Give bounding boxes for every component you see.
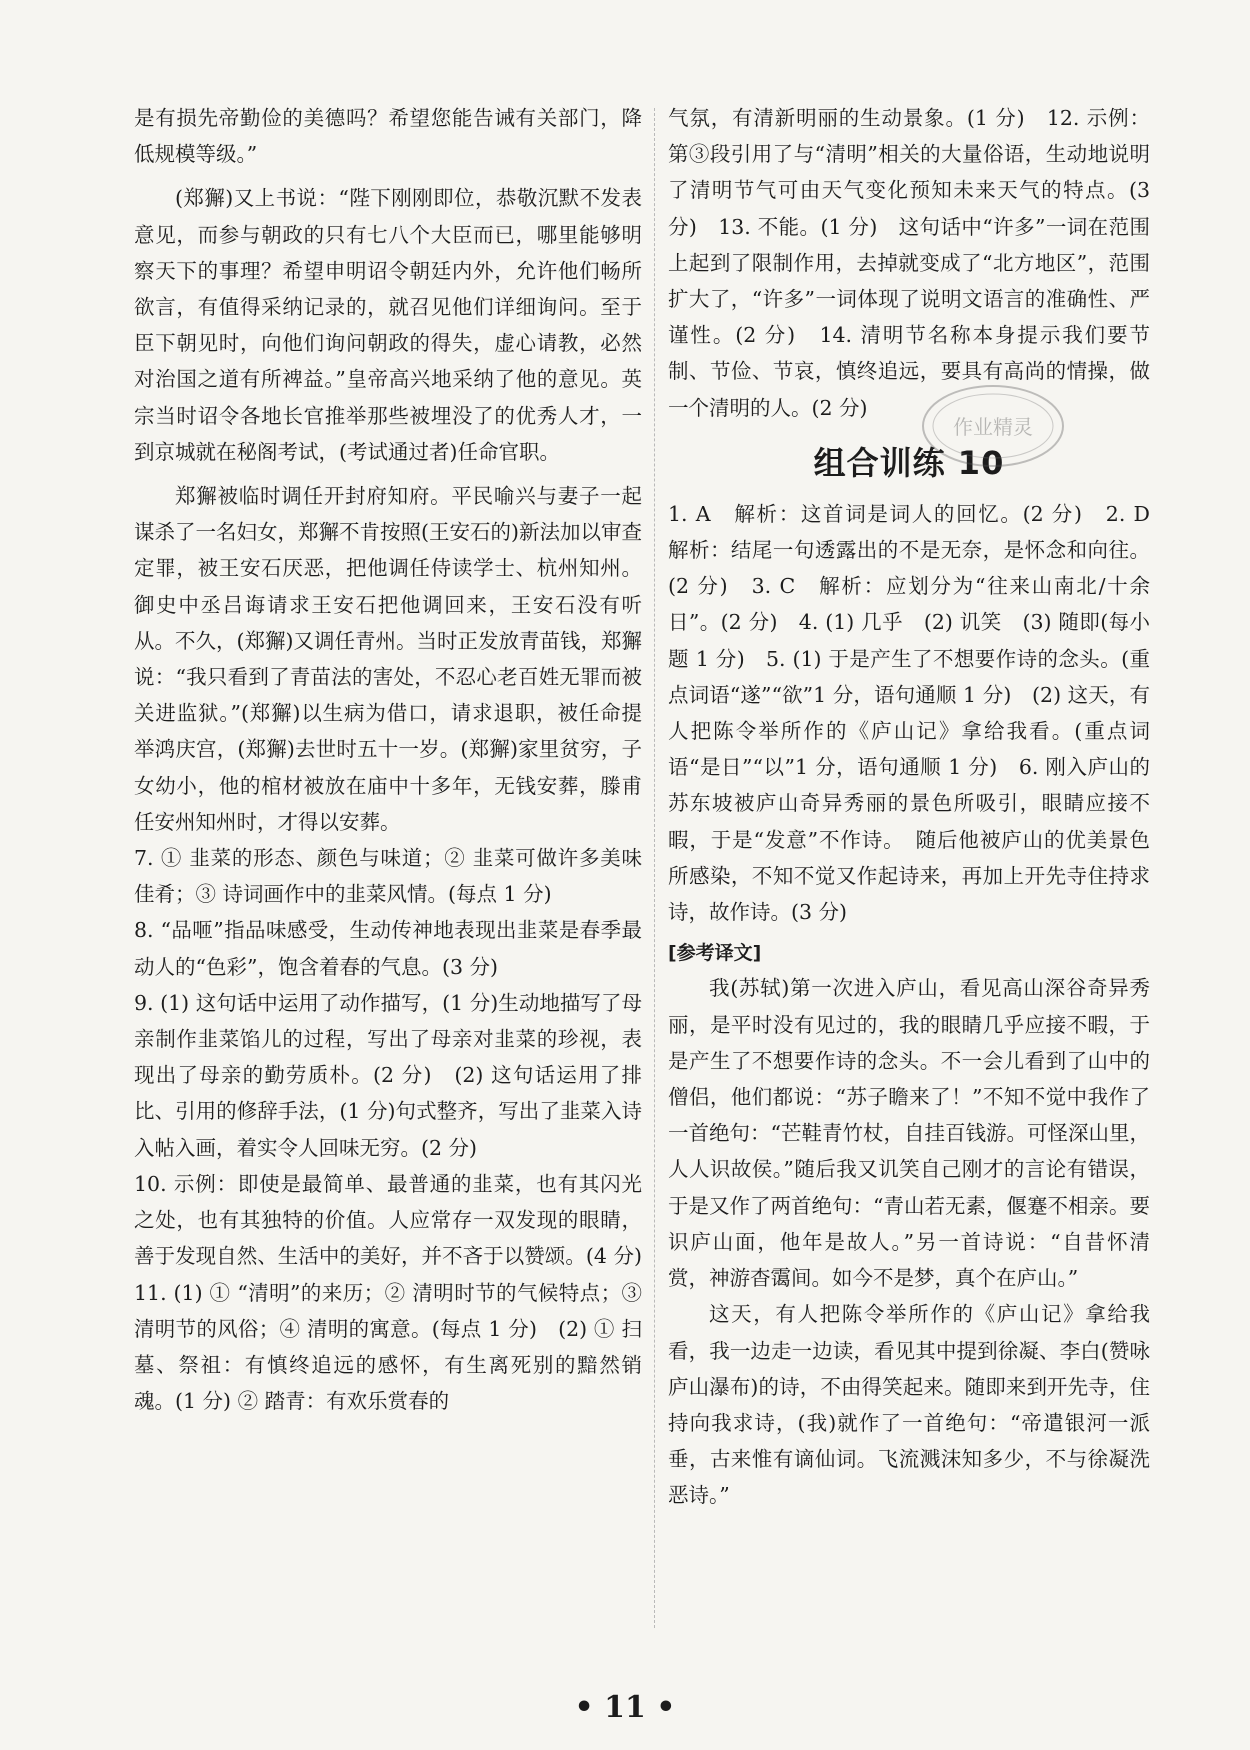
paragraph: (郑獬)又上书说：“陛下刚刚即位，恭敬沉默不发表意见，而参与朝政的只有七八个大臣而已，哪里能够明察天下的事理？希望申明诏令朝廷内外，允许他们畅所欲言，有值得采纳记录的，就召见他们详细询问。至于臣下朝见时，向他们询问朝政的得失，虚心请教，必然对治国之道有所裨益。”皇帝高兴地采纳了他的意见。英宗当时诏令各地长官推举那些被埋没了的优秀人才，一到京城就在秘阁考试，(考试通过者)任命官职。 — [134, 186, 642, 464]
stamp-text: 作业精灵 — [953, 415, 1033, 439]
page-number: • 11 • — [574, 1690, 676, 1725]
paragraph: 是有损先帝勤俭的美德吗？希望您能告诫有关部门，降低规模等级。” — [134, 106, 642, 167]
right-column — [668, 100, 1171, 1514]
answer-item: 8. “品咂”指品味感受，生动传神地表现出韭菜是春季最动人的“色彩”，饱含着春的气息。(3 分) — [134, 918, 642, 979]
stamp-logo — [918, 380, 1068, 475]
left-column — [134, 100, 663, 1419]
answer-item: 7. ① 韭菜的形态、颜色与味道；② 韭菜可做许多美味佳肴；③ 诗词画作中的韭菜风情。(每点 1 分) — [134, 846, 642, 907]
paragraph: 郑獬被临时调任开封府知府。平民喻兴与妻子一起谋杀了一名妇女，郑獬不肯按照(王安石的)新法加以审查定罪，被王安石厌恶，把他调任侍读学士、杭州知州。御史中丞吕诲请求王安石把他调回来，王安石没有听从。不久，(郑獬)又调任青州。当时正发放青苗钱，郑獬说：“我只看到了青苗法的害处，不忍心老百姓无罪而被关进监狱。”(郑獬)以生病为借口，请求退职，被任命提举鸿庆宫，(郑獬)去世时五十一岁。(郑獬)家里贫穷，子女幼小，他的棺材被放在庙中十多年，无钱安葬，滕甫任安州知州时，才得以安葬。 — [134, 484, 642, 834]
column-divider — [654, 108, 655, 1628]
reference-translation-label: [参考译文] — [668, 942, 762, 965]
answer-item: 1. A 解析：这首词是词人的回忆。(2 分) 2. D 解析：结尾一句透露出的不是无奈，是怀念和向往。(2 分) 3. C 解析：应划分为“往来山南北/十余日”。(2 分) 4. (1) 几乎 (2) 讥笑 (3) 随即(每小题 1 分) 5. (1) 于是产生了不想要作诗的念头。(重点词语“遂”“欲”1 分，语句通顺 1 分) (2) 这天，有人把陈令举所作的《庐山记》拿给我看。(重点词语“是日”“以”1 分，语句通顺 1 分) 6. 刚入庐山的苏东坡被庐山奇异秀丽的景色所吸引，眼睛应接不暇，于是“发意”不作诗。 随后他被庐山的优美景色所感染，不知不觉又作起诗来，再加上开先寺住持求诗，故作诗。(3 分) — [668, 501, 1171, 925]
answer-item: 9. (1) 这句话中运用了动作描写，(1 分)生动地描写了母亲制作韭菜馅儿的过程，写出了母亲对韭菜的珍视，表现出了母亲的勤劳质朴。(2 分) (2) 这句话运用了排比、引用的修辞手法，(1 分)句式整齐，写出了韭菜入诗入帖入画，着实令人回味无穷。(2 分) — [134, 990, 642, 1160]
section-title: 组合训练 10 — [813, 443, 1005, 482]
paragraph: 我(苏轼)第一次进入庐山，看见高山深谷奇异秀丽，是平时没有见过的，我的眼睛几乎应接不暇，于是产生了不想要作诗的念头。不一会儿看到了山中的僧侣，他们都说：“苏子瞻来了！”不知不觉中我作了一首绝句：“芒鞋青竹杖，自挂百钱游。可怪深山里，人人识故侯。”随后我又讥笑自己刚才的言论有错误，于是又作了两首绝句：“青山若无素，偃蹇不相亲。要识庐山面，他年是故人。”另一首诗说：“自昔怀清赏，神游杳霭间。如今不是梦，真个在庐山。” — [668, 976, 1150, 1291]
paragraph: 这天，有人把陈令举所作的《庐山记》拿给我看，我一边走一边读，看见其中提到徐凝、李白(赞咏庐山瀑布)的诗，不由得笑起来。随即来到开先寺，住持向我求诗，(我)就作了一首绝句：“帝遣银河一派垂，古来惟有谪仙词。飞流溅沫知多少，不与徐凝洗恶诗。” — [668, 1302, 1150, 1508]
answer-item: 气氛，有清新明丽的生动景象。(1 分) 12. 示例：第③段引用了与“清明”相关的大量俗语，生动地说明了清明节气可由天气变化预知未来天气的特点。(3 分) 13. 不能。(1 分) 这句话中“许多”一词在范围上起到了限制作用，去掉就变成了“北方地区”，范围扩大了，“许多”一词体现了说明文语言的准确性、严谨性。(2 分) 14. 清明节名称本身提示我们要节制、节俭、节哀，慎终追远，要具有高尚的情操，做一个清明的人。(2 分) — [668, 106, 1150, 420]
answer-item: 10. 示例：即使是最简单、最普通的韭菜，也有其闪光之处，也有其独特的价值。人应常存一双发现的眼睛，善于发现自然、生活中的美好，并不吝于以赞颂。(4 分) 11. (1) ① “清明”的来历；② 清明时节的气候特点；③ 清明节的风俗；④ 清明的寓意。(每点 1 分) (2) ① 扫墓、祭祖：有慎终追远的感怀，有生离死别的黯然销魂。(1 分) ② 踏青：有欢乐赏春的 — [134, 1171, 663, 1414]
